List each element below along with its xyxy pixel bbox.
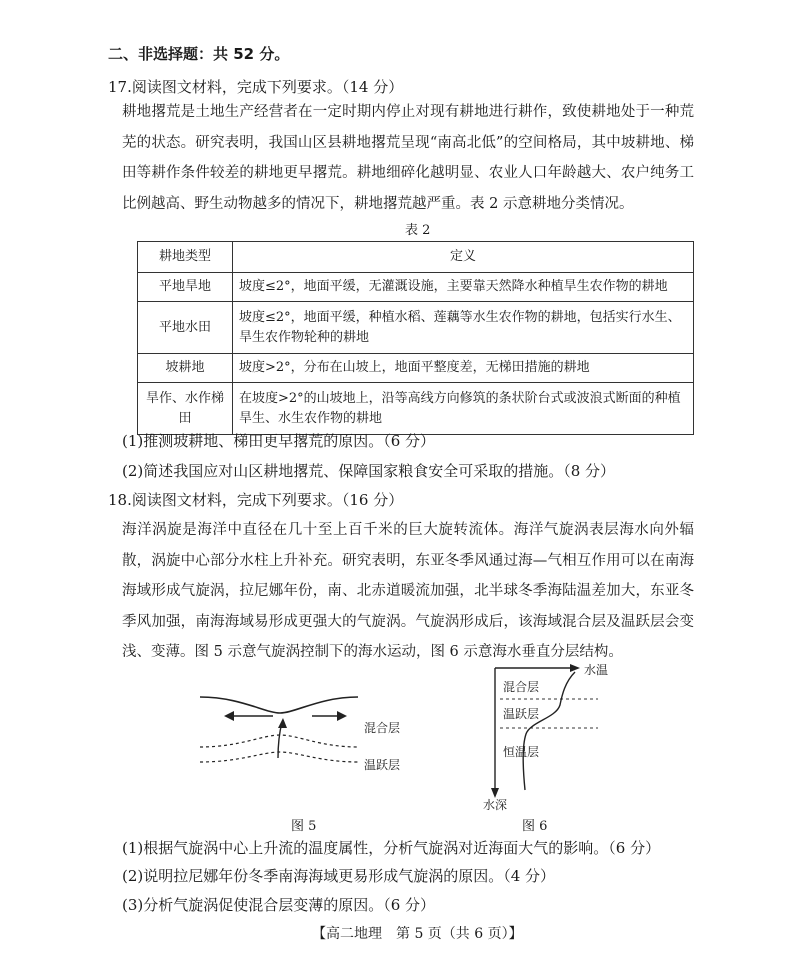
definition-cell: 在坡度>2°的山坡地上，沿等高线方向修筑的条状阶台式或波浪式断面的种植旱生、水生农作物的耕地: [233, 383, 694, 435]
q18-sub3: (3)分析气旋涡促使混合层变薄的原因。（6 分）: [122, 896, 436, 914]
fig6-temp-label: 水温: [584, 663, 609, 677]
temperature-arrowhead: [570, 664, 580, 672]
table-header: 耕地类型: [138, 242, 233, 273]
q18-paragraph: 海洋涡旋是海洋中直径在几十至上百千米的巨大旋转流体。海洋气旋涡表层海水向外辐散，涡旋中心部分水柱上升补充。研究表明，东亚冬季风通过海—气相互作用可以在南海海域形成气旋涡，拉尼娜年份，南、北赤道暖流加强，北半球冬季海陆温差加大，东亚冬季风加强，南海海域易形成更强大的气旋涡。气旋涡形成后，该海域混合层及温跃层会变浅、变薄。图 5 示意气旋涡控制下的海水运动，图 6 示意海水垂直分层结构。: [122, 522, 694, 660]
fig6-caption: 图 6: [522, 819, 548, 834]
right-arrowhead: [337, 711, 347, 721]
q18-heading: 18.阅读图文材料，完成下列要求。（16 分）: [108, 491, 404, 509]
fig6-depth-label: 水深: [483, 798, 508, 812]
fig6-thermocline-label: 温跃层: [503, 707, 540, 721]
q17-heading: 17.阅读图文材料，完成下列要求。（14 分）: [108, 78, 404, 96]
fig5-caption: 图 5: [291, 819, 317, 834]
definition-cell: 坡度>2°，分布在山坡上，地面平整度差，无梯田措施的耕地: [233, 354, 694, 383]
section-title: 二、非选择题：共 52 分。: [108, 45, 290, 63]
definition-cell: 坡度≤2°，地面平缓，无灌溉设施，主要靠天然降水种植旱生农作物的耕地: [233, 273, 694, 302]
fig6-mixed-label: 混合层: [503, 680, 540, 694]
definition-cell: 坡度≤2°，地面平缓，种植水稻、莲藕等水生农作物的耕地，包括实行水生、旱生农作物轮种的耕地: [233, 302, 694, 354]
left-arrowhead: [224, 711, 234, 721]
land-type-cell: 平地旱地: [138, 273, 233, 302]
upwelling-arrowhead: [278, 718, 287, 728]
land-type-cell: 坡耕地: [138, 354, 233, 383]
land-type-cell: 平地水田: [138, 302, 233, 354]
fig5-mixed-label: 混合层: [364, 721, 401, 735]
land-type-cell: 旱作、水作梯田: [138, 383, 233, 435]
q17-sub1: (1)推测坡耕地、梯田更早撂荒的原因。（6 分）: [122, 432, 436, 450]
q17-paragraph: 耕地撂荒是土地生产经营者在一定时期内停止对现有耕地进行耕作，致使耕地处于一种荒芜的状态。研究表明，我国山区县耕地撂荒呈现“南高北低”的空间格局，其中坡耕地、梯田等耕作条件较差的耕地更早撂荒。耕地细碎化越明显、农业人口年龄越大、农户纯务工比例越高、野生动物越多的情况下，耕地撂荒越严重。表 2 示意耕地分类情况。: [122, 104, 694, 212]
q17-sub2: (2)简述我国应对山区耕地撂荒、保障国家粮食安全可采取的措施。（8 分）: [122, 462, 616, 480]
q18-sub1: (1)根据气旋涡中心上升流的温度属性，分析气旋涡对近海面大气的影响。（6 分）: [122, 839, 661, 857]
sea-surface-line: [200, 697, 358, 713]
fig5-thermocline-label: 温跃层: [364, 758, 401, 772]
thermocline-boundary: [200, 752, 358, 762]
q18-sub2: (2)说明拉尼娜年份冬季南海海域更易形成气旋涡的原因。（4 分）: [122, 867, 556, 885]
table-header: 定义: [233, 242, 694, 273]
page-footer: 【高二地理 第 5 页（共 6 页）】: [312, 926, 523, 942]
fig6-constant-label: 恒温层: [503, 745, 540, 759]
table-caption: 表 2: [405, 223, 431, 238]
